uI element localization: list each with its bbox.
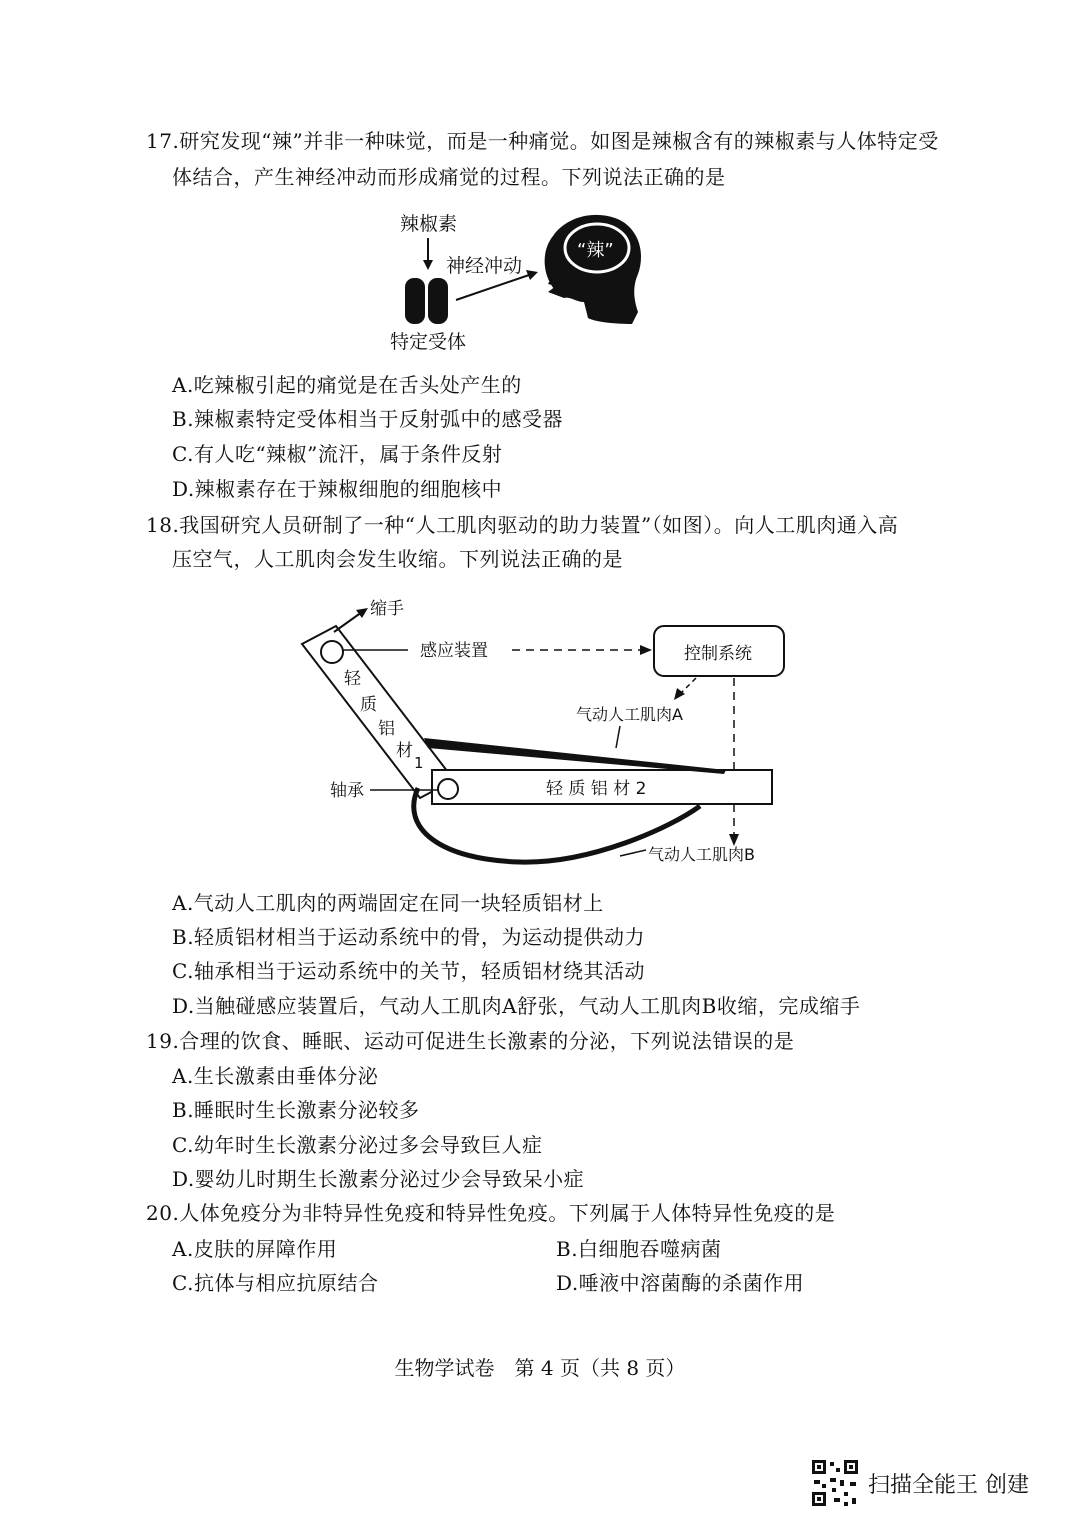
scanner-watermark <box>810 1458 1050 1514</box>
q18-option-b: B.轻质铝材相当于运动系统中的骨，为运动提供动力 <box>172 925 646 949</box>
brain-spicy-text: “辣” <box>577 240 614 261</box>
q18-option-a: A.气动人工肌肉的两端固定在同一块轻质铝材上 <box>172 891 604 915</box>
capsaicin-label: 辣椒素 <box>400 213 458 235</box>
page-footer: 生物学试卷 第 4 页（共 8 页） <box>394 1356 686 1380</box>
q18-figure <box>290 588 790 878</box>
bar1-char-1: 轻 <box>344 669 361 689</box>
q18-stem-line2: 压空气，人工肌肉会发生收缩。下列说法正确的是 <box>172 547 623 571</box>
q18-option-d: D.当触碰感应装置后，气动人工肌肉A舒张，气动人工肌肉B收缩，完成缩手 <box>172 994 861 1018</box>
muscle-a-shape <box>424 738 726 774</box>
bar1-char-5: 1 <box>414 754 424 772</box>
q17-option-b: B.辣椒素特定受体相当于反射弧中的感受器 <box>172 407 564 431</box>
q20-option-b: B.白细胞吞噬病菌 <box>556 1237 722 1261</box>
bar1-char-2: 质 <box>360 695 377 715</box>
q18-option-c: C.轴承相当于运动系统中的关节，轻质铝材绕其活动 <box>172 959 645 983</box>
bar1-char-3: 铝 <box>378 719 395 739</box>
receptor-icon <box>405 278 448 324</box>
receptor-label: 特定受体 <box>390 331 467 353</box>
sensor-label: 感应装置 <box>420 641 488 661</box>
bar2-label: 轻 质 铝 材 2 <box>546 779 647 799</box>
head-silhouette-icon <box>545 215 641 324</box>
bearing-label: 轴承 <box>330 781 364 801</box>
q17-option-c: C.有人吃“辣椒”流汗，属于条件反射 <box>172 442 503 466</box>
nerve-impulse-label: 神经冲动 <box>446 255 523 277</box>
qr-code-icon <box>810 1458 860 1508</box>
q20-option-c: C.抗体与相应抗原结合 <box>172 1271 379 1295</box>
q17-stem-line2: 体结合，产生神经冲动而形成痛觉的过程。下列说法正确的是 <box>172 165 726 189</box>
q17-stem-line1: 17.研究发现“辣”并非一种味觉，而是一种痛觉。如图是辣椒含有的辣椒素与人体特定受 <box>146 129 939 153</box>
watermark-text: 扫描全能王 创建 <box>868 1473 1029 1498</box>
bar1-char-4: 材 <box>396 741 413 761</box>
q19-stem: 19.合理的饮食、睡眠、运动可促进生长激素的分泌，下列说法错误的是 <box>146 1029 795 1053</box>
q18-stem-line1: 18.我国研究人员研制了一种“人工肌肉驱动的助力装置”（如图）。向人工肌肉通入高 <box>146 513 899 537</box>
q20-option-d: D.唾液中溶菌酶的杀菌作用 <box>556 1271 805 1295</box>
q19-option-d: D.婴幼儿时期生长激素分泌过少会导致呆小症 <box>172 1167 585 1191</box>
q19-option-a: A.生长激素由垂体分泌 <box>172 1064 379 1088</box>
q20-stem: 20.人体免疫分为非特异性免疫和特异性免疫。下列属于人体特异性免疫的是 <box>146 1201 836 1225</box>
q19-option-c: C.幼年时生长激素分泌过多会导致巨人症 <box>172 1133 543 1157</box>
muscle-a-label: 气动人工肌肉A <box>576 705 683 724</box>
q19-option-b: B.睡眠时生长激素分泌较多 <box>172 1098 420 1122</box>
q17-option-a: A.吃辣椒引起的痛觉是在舌头处产生的 <box>172 373 522 397</box>
q17-option-d: D.辣椒素存在于辣椒细胞的细胞核中 <box>172 477 503 501</box>
q20-option-a: A.皮肤的屏障作用 <box>172 1237 338 1261</box>
retract-label: 缩手 <box>370 599 404 619</box>
muscle-b-label: 气动人工肌肉B <box>648 845 755 864</box>
q17-figure <box>370 200 670 365</box>
control-system-label: 控制系统 <box>684 644 752 664</box>
